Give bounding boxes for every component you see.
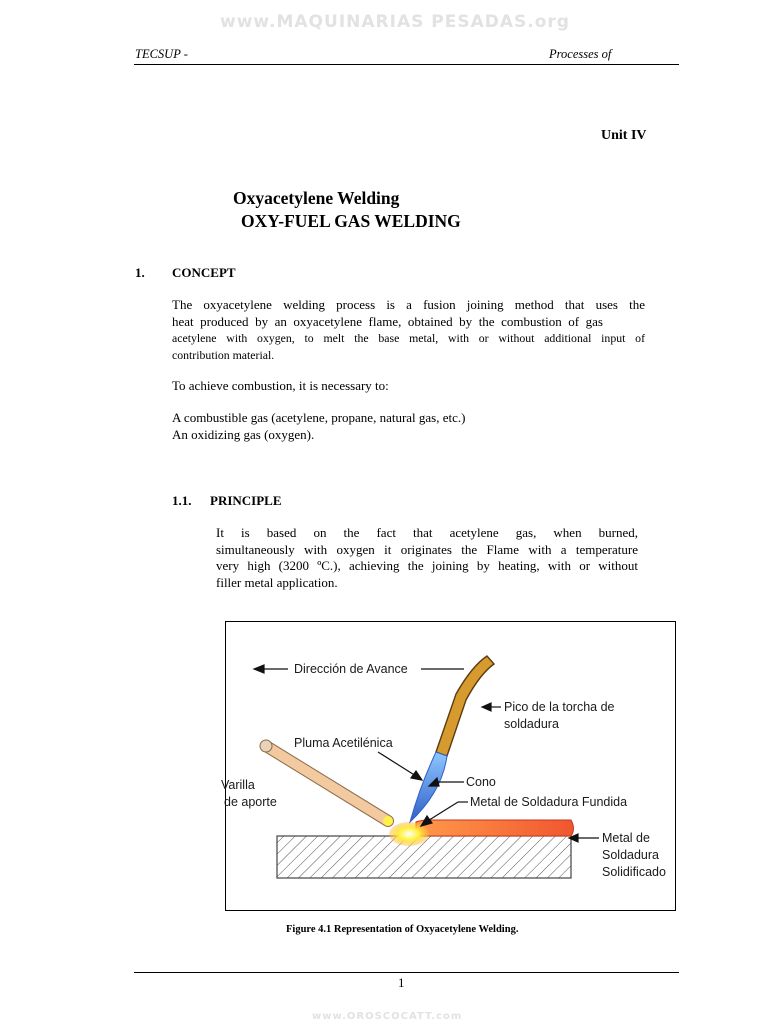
section1-number: 1. [135,265,145,280]
principle-line-4: filler metal application. [216,574,338,590]
principle-line-3: very high (3200 ºC.), achieving the joining by heating, with or without [216,558,638,573]
label-pico-1: Pico de la torcha de [504,700,615,714]
bottom-watermark: www.OROSCOCATT.com [312,1011,463,1022]
concept-line-1: The oxyacetylene welding process is a fusion joining method that uses the [172,297,645,312]
concept-line-4: contribution material. [172,347,275,362]
top-watermark: www.MAQUINARIAS PESADAS.org [220,12,570,32]
principle-line-2: simultaneously with oxygen it originates the Flame with a temperature [216,541,638,557]
concept-line-3: acetylene with oxygen, to melt the base metal, with or without additional input of [172,331,645,345]
header-rule [134,64,679,65]
section1-heading: CONCEPT [172,265,236,280]
solidified-weld [416,820,574,836]
bullet-oxidizing-gas: An oxidizing gas (oxygen). [172,427,315,442]
principle-paragraph [216,525,638,591]
concept-paragraph [172,297,645,363]
label-varilla-1: Varilla [221,778,255,792]
unit-label: Unit IV [601,128,647,143]
label-cono: Cono [466,775,496,789]
label-direccion: Dirección de Avance [294,662,408,676]
header-right: Processes of [549,47,612,61]
page-number: 1 [398,975,405,990]
header-left: TECSUP - [135,47,188,61]
flame-cone [410,752,447,822]
filler-rod [260,740,393,826]
principle-line-1: It is based on the fact that acetylene gas, when burned, [216,525,638,540]
bullet-combustible-gas: A combustible gas (acetylene, propane, natural gas, etc.) [172,410,466,425]
base-metal [277,836,571,878]
title-line2: OXY-FUEL GAS WELDING [241,211,461,231]
label-pluma: Pluma Acetilénica [294,736,393,750]
welding-figure [221,621,676,911]
label-pico-2: soldadura [504,717,559,731]
label-varilla-2: de aporte [224,795,277,809]
combustion-intro: To achieve combustion, it is necessary to: [172,378,389,393]
title-line1: Oxyacetylene Welding [233,188,400,208]
label-metal-solid-3: Solidificado [602,865,666,879]
footer-rule [134,972,679,973]
label-metal-fundida: Metal de Soldadura Fundida [470,795,628,809]
section11-number: 1.1. [172,493,192,508]
figure-caption: Figure 4.1 Representation of Oxyacetylene Welding. [286,924,519,935]
label-metal-solid-2: Soldadura [602,848,659,862]
label-metal-solid-1: Metal de [602,831,650,845]
section11-heading: PRINCIPLE [210,493,282,508]
concept-line-2: heat produced by an oxyacetylene flame, obtained by the combustion of gas [172,313,603,329]
